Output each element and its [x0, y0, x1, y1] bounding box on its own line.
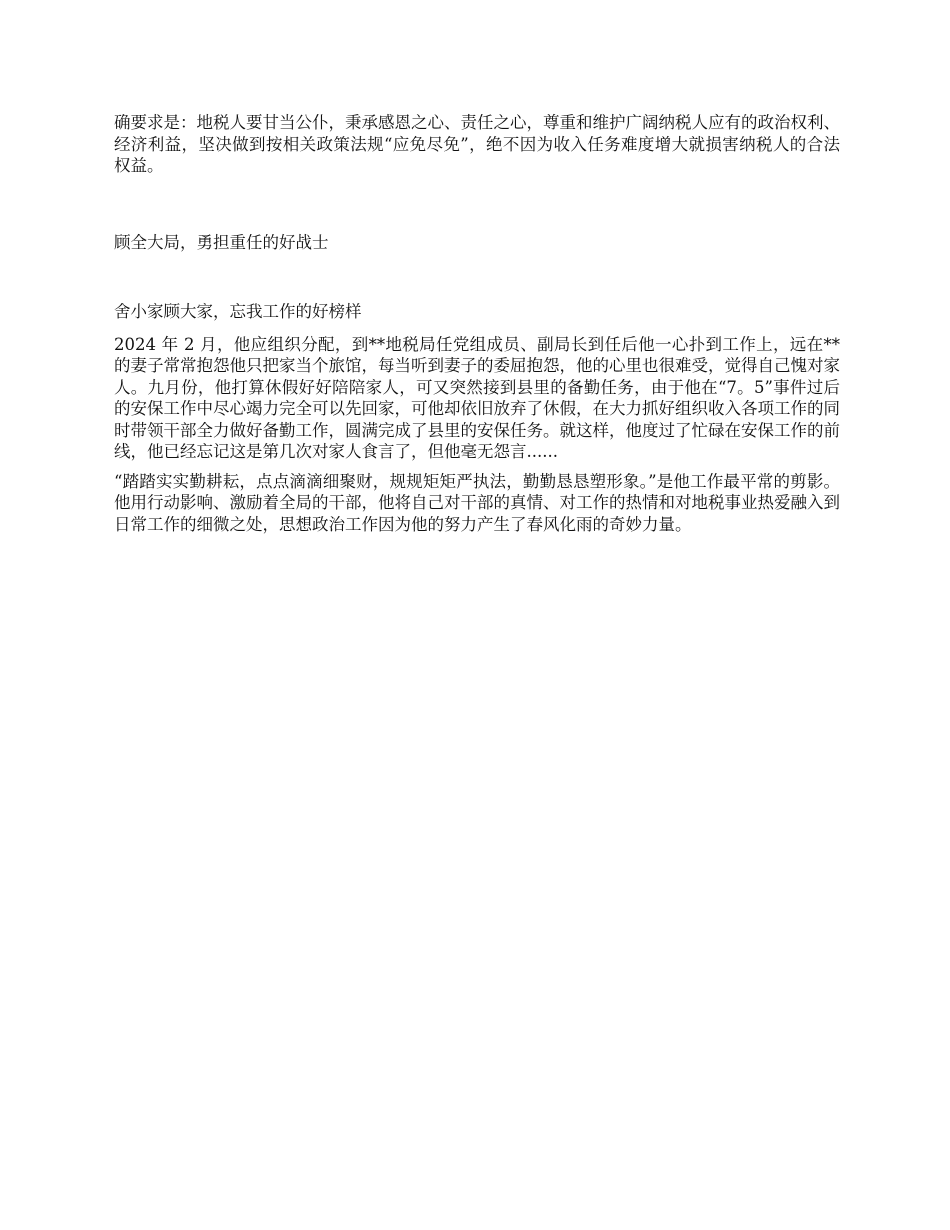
paragraph-family-sacrifice: 2024 年 2 月，他应组织分配，到**地税局任党组成员、副局长到任后他一心扑到工作上，远在**的妻子常常抱怨他只把家当个旅馆，每当听到妻子的委屈抱怨，他的心里也很难受，觉得自己愧对家人。九月份，他打算休假好好陪陪家人，可又突然接到县里的备勤任务，由于他在“7。5”事件过后的安保工作中尽心竭力完全可以先回家，可他却依旧放弃了休假，在大力抓好组织收入各项工作的同时带领干部全力做好备勤工作，圆满完成了县里的安保任务。就这样，他度过了忙碌在安保工作的前线，他已经忘记这是第几次对家人食言了，但他毫无怨言...... — [114, 334, 840, 461]
document-body — [114, 112, 840, 543]
section-heading-good-example: 舍小家顾大家，忘我工作的好榜样 — [114, 302, 362, 321]
paragraph-tax-duty: 确要求是：地税人要甘当公仆，秉承感恩之心、责任之心，尊重和维护广阔纳税人应有的政治权利、经济利益，坚决做到按相关政策法规“应免尽免”，绝不因为收入任务难度增大就损害纳税人的合法权益。 — [114, 113, 840, 175]
paragraph-work-motto: “踏踏实实勤耕耘，点点滴滴细聚财，规规矩矩严执法，勤勤恳恳塑形象。”是他工作最平常的剪影。他用行动影响、激励着全局的干部，他将自己对干部的真情、对工作的热情和对地税事业热爱融入到日常工作的细微之处，思想政治工作因为他的努力产生了春风化雨的奇妙力量。 — [114, 471, 840, 534]
section-heading-good-soldier: 顾全大局，勇担重任的好战士 — [114, 232, 329, 252]
